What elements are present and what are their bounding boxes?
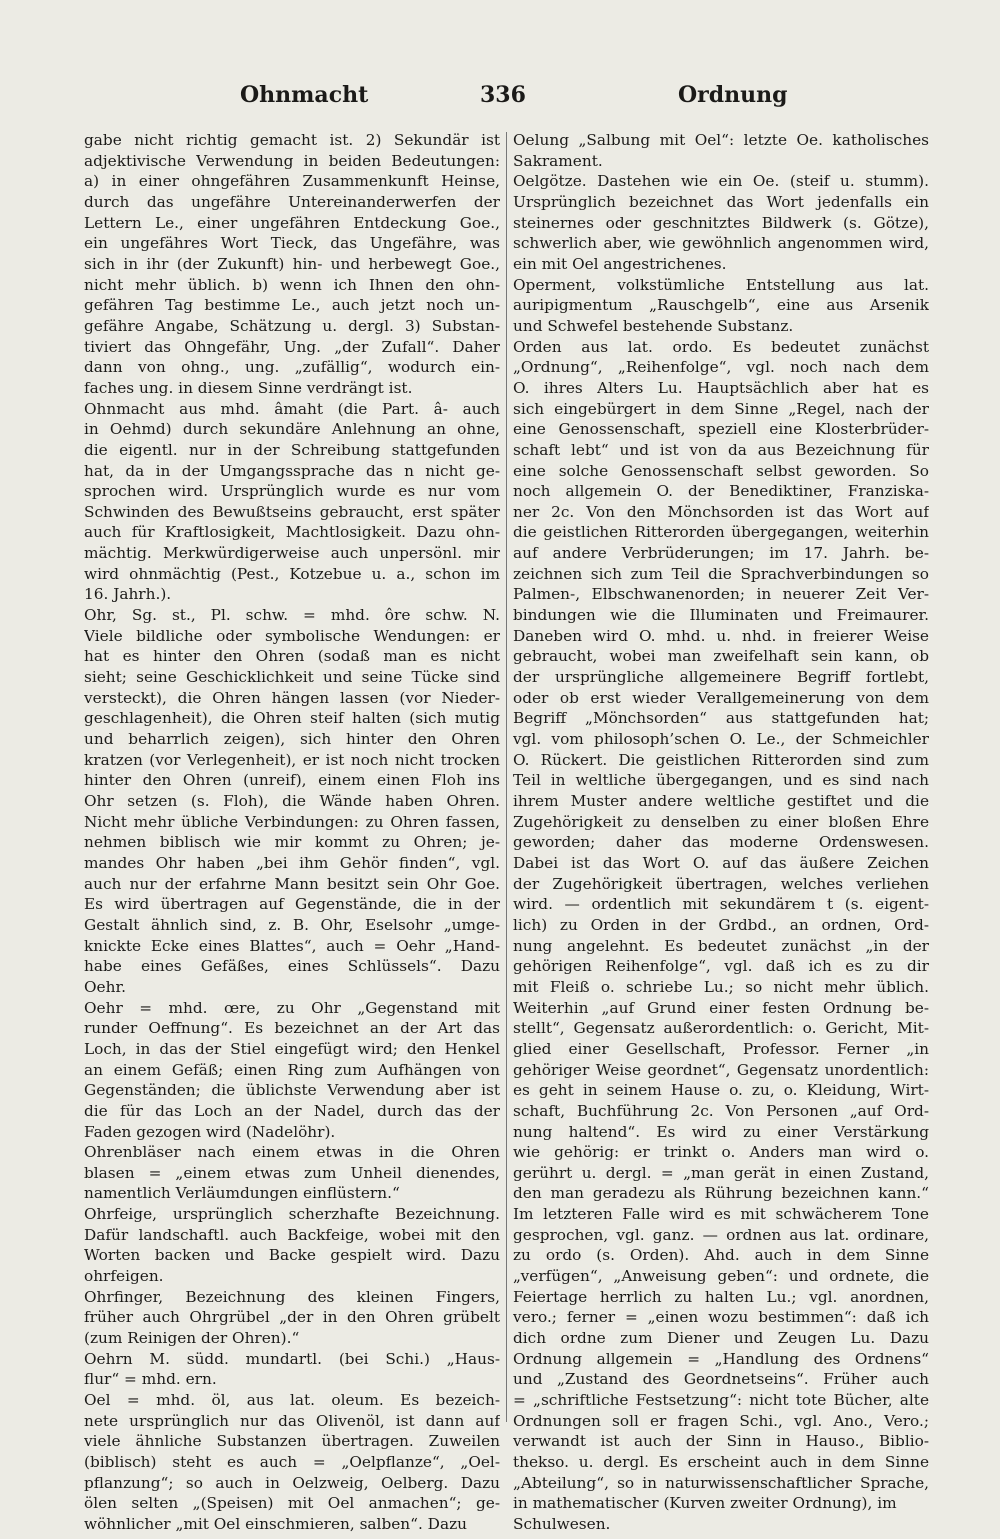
- text-line: Es wird übertragen auf Gegenstände, die in der: [84, 895, 500, 914]
- text-line: gefähre Angabe, Schätzung u. dergl. 3) Substan-: [84, 316, 500, 335]
- text-line: mandes Ohr haben „bei ihm Gehör finden“, vgl.: [84, 853, 500, 872]
- text-line: mit Fleiß o. schriebe Lu.; so nicht mehr üblich.: [513, 977, 929, 996]
- text-line: a) in einer ohngefähren Zusammenkunft Heinse,: [84, 172, 500, 191]
- text-line: Palmen-, Elbschwanenorden; in neuerer Zeit Ver-: [513, 585, 929, 604]
- text-line: Dabei ist das Wort O. auf das äußere Zeichen: [513, 853, 929, 872]
- text-line: ölen selten „(Speisen) mit Oel anmachen“; ge-: [84, 1494, 500, 1513]
- text-line: (biblisch) steht es auch = „Oelpflanze“, „Oel-: [84, 1453, 500, 1471]
- text-line: Oelung „Salbung mit Oel“: letzte Oe. katholisches: [513, 131, 929, 149]
- left-column: [84, 130, 500, 1535]
- text-line: glied einer Gesellschaft, Professor. Ferner „in: [513, 1039, 929, 1058]
- text-line: schaft, Buchführung 2c. Von Personen „auf Ord-: [513, 1101, 929, 1120]
- text-line: ner 2c. Von den Mönchsorden ist das Wort auf: [513, 502, 929, 521]
- text-line: sprochen wird. Ursprünglich wurde es nur vom: [84, 482, 500, 501]
- text-line: die eigentl. nur in der Schreibung stattgefunden: [84, 440, 500, 459]
- text-line: Loch, in das der Stiel eingefügt wird; den Henkel: [84, 1039, 500, 1058]
- text-line: dann von ohng., ung. „zufällig“, wodurch ein-: [84, 358, 500, 377]
- text-line: noch allgemein O. der Benediktiner, Franziska-: [513, 482, 929, 501]
- text-line: Ohrfeige, ursprünglich scherzhafte Bezeichnung.: [84, 1205, 500, 1224]
- text-line: flur“ = mhd. ern.: [84, 1370, 217, 1389]
- text-line: auf andere Verbrüderungen; im 17. Jahrh. be-: [513, 544, 929, 563]
- text-line: die für das Loch an der Nadel, durch das der: [84, 1101, 500, 1120]
- text-line: in Oehmd) durch sekundäre Anlehnung an ohne,: [84, 420, 500, 439]
- text-line: die geistlichen Ritterorden übergegangen, weiterhin: [513, 523, 929, 542]
- text-line: „verfügen“, „Anweisung geben“: und ordnete, die: [513, 1267, 929, 1286]
- text-line: thekso. u. dergl. Es erscheint auch in dem Sinne: [513, 1453, 929, 1471]
- text-line: schaft lebt“ und ist von da aus Bezeichnung für: [513, 440, 929, 459]
- text-line: vgl. vom philosoph’schen O. Le., der Schmeichler: [513, 730, 929, 749]
- text-line: auch für Kraftlosigkeit, Machtlosigkeit. Dazu ohn-: [84, 523, 500, 542]
- text-line: Viele bildliche oder symbolische Wendungen: er: [84, 626, 500, 645]
- text-line: stellt“, Gegensatz außerordentlich: o. Gericht, Mit-: [513, 1019, 929, 1038]
- text-line: sieht; seine Geschicklichkeit und seine Tücke sind: [84, 668, 500, 687]
- text-line: zeichnen sich zum Teil die Sprachverbindungen so: [513, 564, 929, 583]
- text-line: Gegenständen; die üblichste Verwendung aber ist: [84, 1081, 500, 1100]
- text-line: und beharrlich zeigen), sich hinter den Ohren: [84, 730, 500, 749]
- text-line: Teil in weltliche übergegangen, und es sind nach: [513, 771, 929, 790]
- text-line: Weiterhin „auf Grund einer festen Ordnung be-: [513, 998, 929, 1017]
- text-line: nehmen biblisch wie mir kommt zu Ohren; je-: [84, 833, 500, 852]
- text-line: blasen = „einem etwas zum Unheil dienendes,: [84, 1163, 500, 1182]
- text-line: Zugehörigkeit zu denselben zu einer bloßen Ehre: [513, 812, 929, 831]
- text-line: gesprochen, vgl. ganz. — ordnen aus lat. ordinare,: [513, 1225, 929, 1244]
- text-line: Daneben wird O. mhd. u. nhd. in freierer Weise: [513, 626, 929, 645]
- text-line: gehöriger Weise geordnet“, Gegensatz unordentlich:: [513, 1060, 929, 1079]
- text-line: Oelgötze. Dastehen wie ein Oe. (steif u. stumm).: [513, 172, 929, 191]
- text-line: früher auch Ohrgrübel „der in den Ohren grübelt: [84, 1308, 500, 1327]
- text-line: knickte Ecke eines Blattes“, auch = Oehr „Hand-: [84, 936, 500, 955]
- text-line: adjektivische Verwendung in beiden Bedeutungen:: [84, 151, 500, 170]
- text-line: Worten backen und Backe gespielt wird. Dazu: [84, 1246, 500, 1265]
- text-line: Begriff „Mönchsorden“ aus stattgefunden hat;: [513, 709, 929, 728]
- text-line: gebraucht, wobei man zweifelhaft sein kann, ob: [513, 647, 929, 666]
- text-line: es geht in seinem Hause o. zu, o. Kleidung, Wirt-: [513, 1081, 929, 1100]
- text-line: Ordnungen soll er fragen Schi., vgl. Ano., Vero.;: [513, 1411, 929, 1430]
- text-line: versteckt), die Ohren hängen lassen (vor Nieder-: [84, 688, 500, 707]
- text-line: nung haltend“. Es wird zu einer Verstärkung: [513, 1122, 929, 1141]
- text-line: nete ursprünglich nur das Olivenöl, ist dann auf: [84, 1411, 500, 1430]
- text-line: bindungen wie die Illuminaten und Freimaurer.: [513, 606, 929, 625]
- text-line: in mathematischer (Kurven zweiter Ordnung), im: [513, 1494, 897, 1513]
- text-line: auch nur der erfahrne Mann besitzt sein Ohr Goe.: [84, 874, 500, 893]
- text-line: gabe nicht richtig gemacht ist. 2) Sekundär ist: [84, 131, 500, 149]
- text-line: eine Genossenschaft, speziell eine Klosterbrüder-: [513, 420, 929, 439]
- text-line: ohrfeigen.: [84, 1267, 164, 1286]
- text-line: Ordnung allgemein = „Handlung des Ordnens“: [513, 1349, 929, 1368]
- text-line: den man geradezu als Rührung bezeichnen kann.“: [513, 1184, 929, 1203]
- text-line: „Abteilung“, so in naturwissenschaftlicher Sprache,: [513, 1473, 929, 1492]
- text-line: kratzen (vor Verlegenheit), er ist noch nicht trocken: [84, 750, 500, 769]
- text-line: Feiertage herrlich zu halten Lu.; vgl. anordnen,: [513, 1287, 929, 1306]
- text-line: Faden gezogen wird (Nadelöhr).: [84, 1122, 336, 1141]
- text-line: Oehr = mhd. œre, zu Ohr „Gegenstand mit: [84, 998, 500, 1017]
- text-line: Oehr.: [84, 977, 126, 996]
- page-number: 336: [480, 82, 526, 108]
- text-line: dich ordne zum Diener und Zeugen Lu. Dazu: [513, 1329, 929, 1348]
- text-line: lich) zu Orden in der Grdbd., an ordnen, Ord-: [513, 915, 929, 934]
- text-line: Orden aus lat. ordo. Es bedeutet zunächst: [513, 337, 929, 356]
- text-line: Schwinden des Bewußtseins gebraucht, erst später: [84, 502, 500, 521]
- text-line: hat, da in der Umgangssprache das n nicht ge-: [84, 461, 500, 480]
- text-line: und Schwefel bestehende Substanz.: [513, 316, 794, 335]
- text-line: wie gehörig: er trinkt o. Anders man wird o.: [513, 1143, 929, 1162]
- text-line: Sakrament.: [513, 151, 603, 170]
- text-line: mächtig. Merkwürdigerweise auch unpersönl. mir: [84, 544, 500, 563]
- text-line: vero.; ferner = „einen wozu bestimmen“: daß ich: [513, 1308, 929, 1327]
- text-line: pflanzung“; so auch in Oelzweig, Oelberg. Dazu: [84, 1473, 500, 1492]
- text-line: ihrem Muster andere weltliche gestiftet und die: [513, 792, 929, 810]
- text-line: gerührt u. dergl. = „man gerät in einen Zustand,: [513, 1163, 929, 1182]
- column-divider: [506, 132, 507, 1422]
- text-line: an einem Gefäß; einen Ring zum Aufhängen von: [84, 1060, 500, 1079]
- text-line: hinter den Ohren (unreif), einem einen Floh ins: [84, 771, 500, 790]
- text-line: wöhnlicher „mit Oel einschmieren, salben“. Dazu: [84, 1514, 467, 1533]
- text-line: Oel = mhd. öl, aus lat. oleum. Es bezeich-: [84, 1391, 500, 1410]
- text-line: durch das ungefähre Untereinanderwerfen der: [84, 192, 500, 211]
- text-line: = „schriftliche Festsetzung“: nicht tote Bücher, alte: [513, 1391, 929, 1410]
- text-line: steinernes oder geschnitztes Bildwerk (s. Götze),: [513, 213, 929, 232]
- text-line: Ursprünglich bezeichnet das Wort jedenfalls ein: [513, 192, 929, 211]
- text-line: ein mit Oel angestrichenes.: [513, 254, 727, 273]
- text-line: (zum Reinigen der Ohren).“: [84, 1329, 300, 1348]
- text-line: 16. Jahrh.).: [84, 585, 172, 604]
- text-line: und „Zustand des Geordnetseins“. Früher auch: [513, 1370, 929, 1389]
- text-line: Ohnmacht aus mhd. âmaht (die Part. â- auch: [84, 399, 500, 418]
- text-line: runder Oeffnung“. Es bezeichnet an der Art das: [84, 1019, 500, 1038]
- text-line: nung angelehnt. Es bedeutet zunächst „in der: [513, 936, 929, 955]
- header-left-keyword: Ohnmacht: [240, 82, 369, 108]
- text-line: wird ohnmächtig (Pest., Kotzebue u. a., schon im: [84, 564, 500, 583]
- text-line: Dafür landschaftl. auch Backfeige, wobei mit den: [84, 1225, 500, 1244]
- text-line: verwandt ist auch der Sinn in Hauso., Biblio-: [513, 1432, 929, 1451]
- text-line: Lettern Le., einer ungefähren Entdeckung Goe.,: [84, 213, 500, 232]
- right-column: [513, 130, 929, 1535]
- text-line: viele ähnliche Substanzen übertragen. Zuweilen: [84, 1432, 500, 1451]
- text-line: Ohrenbläser nach einem etwas in die Ohren: [84, 1143, 500, 1162]
- text-line: nicht mehr üblich. b) wenn ich Ihnen den ohn-: [84, 275, 500, 294]
- text-line: wird. — ordentlich mit sekundärem t (s. eigent-: [513, 895, 929, 914]
- text-line: O. Rückert. Die geistlichen Ritterorden sind zum: [513, 750, 929, 769]
- text-line: Operment, volkstümliche Entstellung aus lat.: [513, 275, 929, 294]
- text-line: faches ung. in diesem Sinne verdrängt ist.: [84, 378, 413, 397]
- text-line: auripigmentum „Rauschgelb“, eine aus Arsenik: [513, 296, 929, 315]
- text-line: namentlich Verläumdungen einflüstern.“: [84, 1184, 400, 1203]
- text-line: zu ordo (s. Orden). Ahd. auch in dem Sinne: [513, 1246, 929, 1265]
- text-line: habe eines Gefäßes, eines Schlüssels“. Dazu: [84, 957, 500, 976]
- text-line: sich eingebürgert in dem Sinne „Regel, nach der: [513, 399, 929, 418]
- text-line: der ursprüngliche allgemeinere Begriff fortlebt,: [513, 668, 929, 687]
- text-line: geschlagenheit), die Ohren steif halten (sich mutig: [84, 709, 500, 728]
- text-line: ein ungefähres Wort Tieck, das Ungefähre, was: [84, 234, 500, 253]
- text-line: Ohr, Sg. st., Pl. schw. = mhd. ôre schw. N.: [84, 606, 500, 625]
- text-line: Ohr setzen (s. Floh), die Wände haben Ohren.: [84, 792, 500, 810]
- text-line: der Zugehörigkeit übertragen, welches verliehen: [513, 874, 929, 893]
- text-line: oder ob erst wieder Verallgemeinerung von dem: [513, 688, 929, 707]
- text-line: Nicht mehr übliche Verbindungen: zu Ohren fassen,: [84, 812, 500, 831]
- header-right-keyword: Ordnung: [678, 82, 788, 108]
- text-line: O. ihres Alters Lu. Hauptsächlich aber hat es: [513, 378, 929, 397]
- text-line: Schulwesen.: [513, 1514, 611, 1533]
- text-line: „Ordnung“, „Reihenfolge“, vgl. noch nach dem: [513, 358, 929, 377]
- text-line: tiviert das Ohngefähr, Ung. „der Zufall“. Daher: [84, 337, 500, 356]
- text-line: eine solche Genossenschaft selbst geworden. So: [513, 461, 929, 480]
- text-line: schwerlich aber, wie gewöhnlich angenommen wird,: [513, 234, 929, 253]
- text-line: Ohrfinger, Bezeichnung des kleinen Fingers,: [84, 1287, 500, 1306]
- text-line: Im letzteren Falle wird es mit schwächerem Tone: [513, 1205, 929, 1224]
- text-line: gefähren Tag bestimme Le., auch jetzt noch un-: [84, 296, 500, 315]
- text-line: Gestalt ähnlich sind, z. B. Ohr, Eselsohr „umge-: [84, 915, 500, 934]
- page-header: [80, 82, 920, 118]
- text-line: Oehrn M. südd. mundartl. (bei Schi.) „Haus-: [84, 1349, 500, 1368]
- text-line: sich in ihr (der Zukunft) hin- und herbewegt Goe.,: [84, 254, 500, 273]
- text-line: hat es hinter den Ohren (sodaß man es nicht: [84, 647, 500, 666]
- text-line: gehörigen Reihenfolge“, vgl. daß ich es zu dir: [513, 957, 929, 976]
- text-line: geworden; daher das moderne Ordenswesen.: [513, 833, 929, 852]
